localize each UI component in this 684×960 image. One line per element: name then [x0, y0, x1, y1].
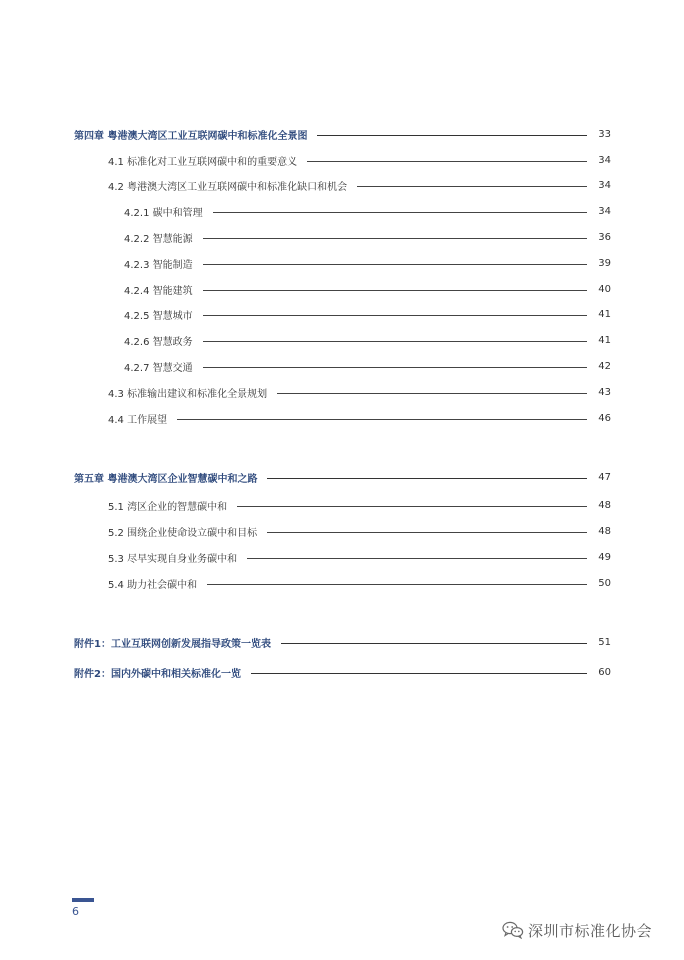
page-number-marker [72, 898, 94, 902]
toc-entry-5-3[interactable] [108, 547, 611, 567]
toc-entry-page: 34 [598, 154, 611, 166]
toc-entry-4-2-7[interactable] [124, 356, 611, 376]
toc-entry-5-1[interactable] [108, 495, 611, 515]
toc-entry-label: 4.2.5 智慧城市 [124, 310, 193, 322]
wechat-icon [502, 921, 524, 939]
toc-entry-page: 41 [598, 308, 611, 320]
toc-entry-label: 附件1：工业互联网创新发展指导政策一览表 [74, 638, 271, 650]
toc-entry-label: 附件2：国内外碳中和相关标准化一览 [74, 668, 241, 680]
toc-entry-appendix-1[interactable] [74, 632, 611, 652]
toc-leader-line [203, 264, 587, 265]
toc-entry-label: 4.2.3 智能制造 [124, 259, 193, 271]
toc-entry-label: 4.2.6 智慧政务 [124, 336, 193, 348]
page-number: 6 [72, 905, 79, 918]
toc-entry-page: 46 [598, 412, 611, 424]
toc-entry-page: 40 [598, 283, 611, 295]
watermark-text: 深圳市标准化协会 [528, 921, 653, 940]
toc-entry-page: 43 [598, 386, 611, 398]
toc-entry-label: 5.4 助力社会碳中和 [108, 579, 198, 591]
toc-entry-chapter-5[interactable] [74, 467, 611, 487]
toc-entry-4-2-6[interactable] [124, 330, 611, 350]
toc-entry-4-2[interactable] [108, 175, 611, 195]
toc-leader-line [267, 532, 587, 533]
toc-entry-label: 5.1 湾区企业的智慧碳中和 [108, 501, 228, 513]
toc-leader-line [237, 506, 587, 507]
toc-entry-label: 4.2 粤港澳大湾区工业互联网碳中和标准化缺口和机会 [108, 181, 348, 193]
toc-leader-line [203, 238, 587, 239]
toc-entry-label: 5.2 围绕企业使命设立碳中和目标 [108, 527, 258, 539]
toc-entry-page: 34 [598, 179, 611, 191]
toc-entry-page: 39 [598, 257, 611, 269]
toc-entry-page: 36 [598, 231, 611, 243]
toc-leader-line [251, 673, 587, 674]
toc-entry-page: 51 [598, 636, 611, 648]
toc-entry-label: 4.2.2 智慧能源 [124, 233, 193, 245]
toc-entry-4-3[interactable] [108, 382, 611, 402]
toc-leader-line [177, 419, 587, 420]
toc-entry-label: 4.2.1 碳中和管理 [124, 207, 203, 219]
watermark [502, 918, 652, 942]
toc-leader-line [281, 643, 587, 644]
toc-entry-label: 4.1 标准化对工业互联网碳中和的重要意义 [108, 156, 298, 168]
toc-entry-label: 5.3 尽早实现自身业务碳中和 [108, 553, 238, 565]
toc-entry-label: 4.3 标准输出建议和标准化全景规划 [108, 388, 268, 400]
toc-entry-5-2[interactable] [108, 521, 611, 541]
toc-entry-page: 49 [598, 551, 611, 563]
toc-entry-page: 34 [598, 205, 611, 217]
toc-leader-line [213, 212, 587, 213]
toc-entry-4-1[interactable] [108, 150, 611, 170]
toc-entry-page: 50 [598, 577, 611, 589]
toc-leader-line [203, 341, 587, 342]
toc-leader-line [203, 367, 587, 368]
toc-entry-label: 第五章 粤港澳大湾区企业智慧碳中和之路 [74, 473, 258, 485]
toc-entry-page: 48 [598, 499, 611, 511]
toc-entry-page: 33 [598, 128, 611, 140]
toc-entry-4-2-2[interactable] [124, 227, 611, 247]
toc-entry-label: 4.2.4 智能建筑 [124, 285, 193, 297]
toc-leader-line [203, 290, 587, 291]
toc-leader-line [277, 393, 587, 394]
toc-entry-appendix-2[interactable] [74, 662, 611, 682]
toc-leader-line [267, 478, 587, 479]
toc-entry-label: 4.2.7 智慧交通 [124, 362, 193, 374]
toc-entry-4-4[interactable] [108, 408, 611, 428]
toc-entry-page: 47 [598, 471, 611, 483]
toc-entry-4-2-1[interactable] [124, 201, 611, 221]
toc-entry-4-2-3[interactable] [124, 253, 611, 273]
toc-leader-line [203, 315, 587, 316]
toc-entry-4-2-5[interactable] [124, 304, 611, 324]
toc-leader-line [307, 161, 587, 162]
toc-leader-line [317, 135, 587, 136]
toc-entry-page: 48 [598, 525, 611, 537]
toc-entry-4-2-4[interactable] [124, 279, 611, 299]
toc-entry-chapter-4[interactable] [74, 124, 611, 144]
toc-leader-line [207, 584, 587, 585]
toc-entry-5-4[interactable] [108, 573, 611, 593]
toc-leader-line [357, 186, 587, 187]
toc-entry-page: 42 [598, 360, 611, 372]
toc-entry-page: 41 [598, 334, 611, 346]
toc-entry-label: 第四章 粤港澳大湾区工业互联网碳中和标准化全景图 [74, 130, 308, 142]
toc-leader-line [247, 558, 587, 559]
toc-entry-label: 4.4 工作展望 [108, 414, 168, 426]
toc-entry-page: 60 [598, 666, 611, 678]
